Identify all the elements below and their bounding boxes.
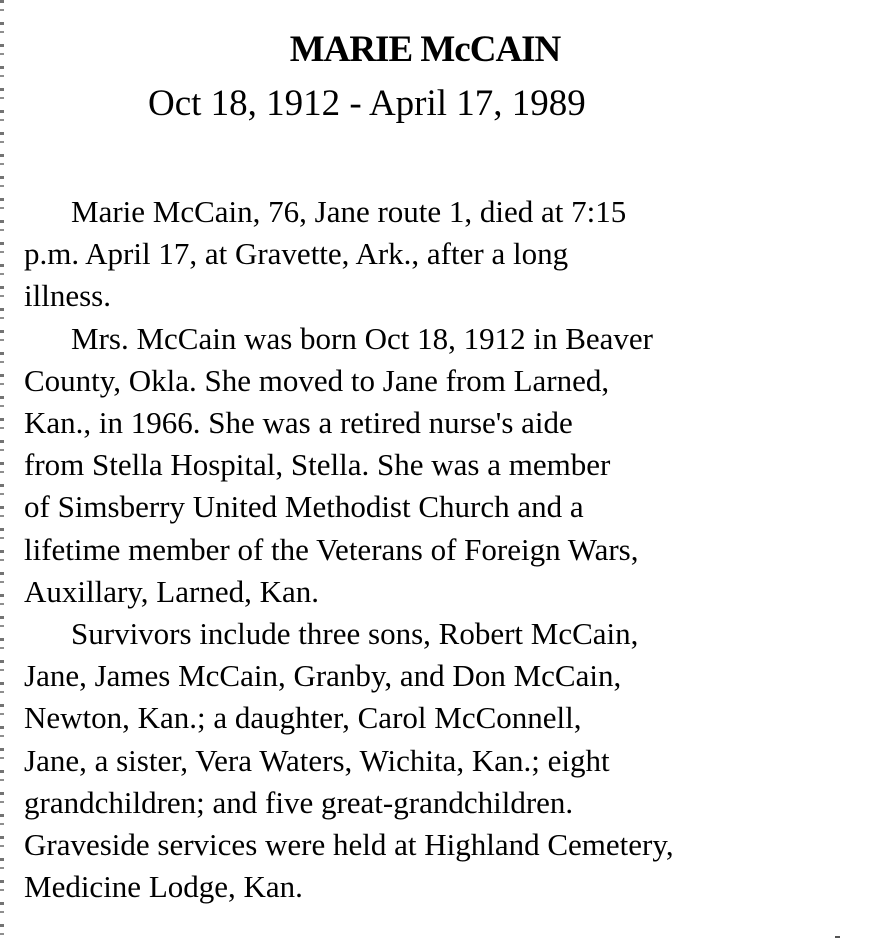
body-line: Graveside services were held at Highland Cemetery,	[24, 827, 674, 863]
body-line: Newton, Kan.; a daughter, Carol McConnell,	[24, 700, 582, 736]
body-line: of Simsberry United Methodist Church and a	[24, 489, 584, 525]
scan-speck	[835, 936, 840, 938]
body-line: Jane, a sister, Vera Waters, Wichita, Kan.; eight	[24, 742, 610, 778]
torn-edge	[0, 0, 4, 942]
body-line: p.m. April 17, at Gravette, Ark., after a long	[24, 236, 569, 272]
obituary-dates: Oct 18, 1912 - April 17, 1989	[148, 83, 586, 124]
body-line: lifetime member of the Veterans of Foreign Wars,	[24, 531, 639, 567]
body-line: from Stella Hospital, Stella. She was a member	[24, 447, 611, 483]
body-line: Mrs. McCain was born Oct 18, 1912 in Beaver	[71, 320, 654, 356]
body-line: Medicine Lodge, Kan.	[24, 869, 303, 905]
obituary-body	[24, 191, 884, 908]
body-line: County, Okla. She moved to Jane from Larned,	[24, 362, 610, 398]
body-line: illness.	[24, 278, 111, 314]
body-line: Auxillary, Larned, Kan.	[24, 573, 319, 609]
body-line: Marie McCain, 76, Jane route 1, died at 7:15	[71, 194, 627, 229]
obituary-name: MARIE McCAIN	[289, 29, 561, 70]
body-line: Kan., in 1966. She was a retired nurse's aide	[24, 405, 573, 441]
body-line: Survivors include three sons, Robert McCain,	[71, 616, 639, 652]
body-line: grandchildren; and five great-grandchildren.	[24, 784, 574, 820]
body-line: Jane, James McCain, Granby, and Don McCain,	[24, 658, 622, 694]
